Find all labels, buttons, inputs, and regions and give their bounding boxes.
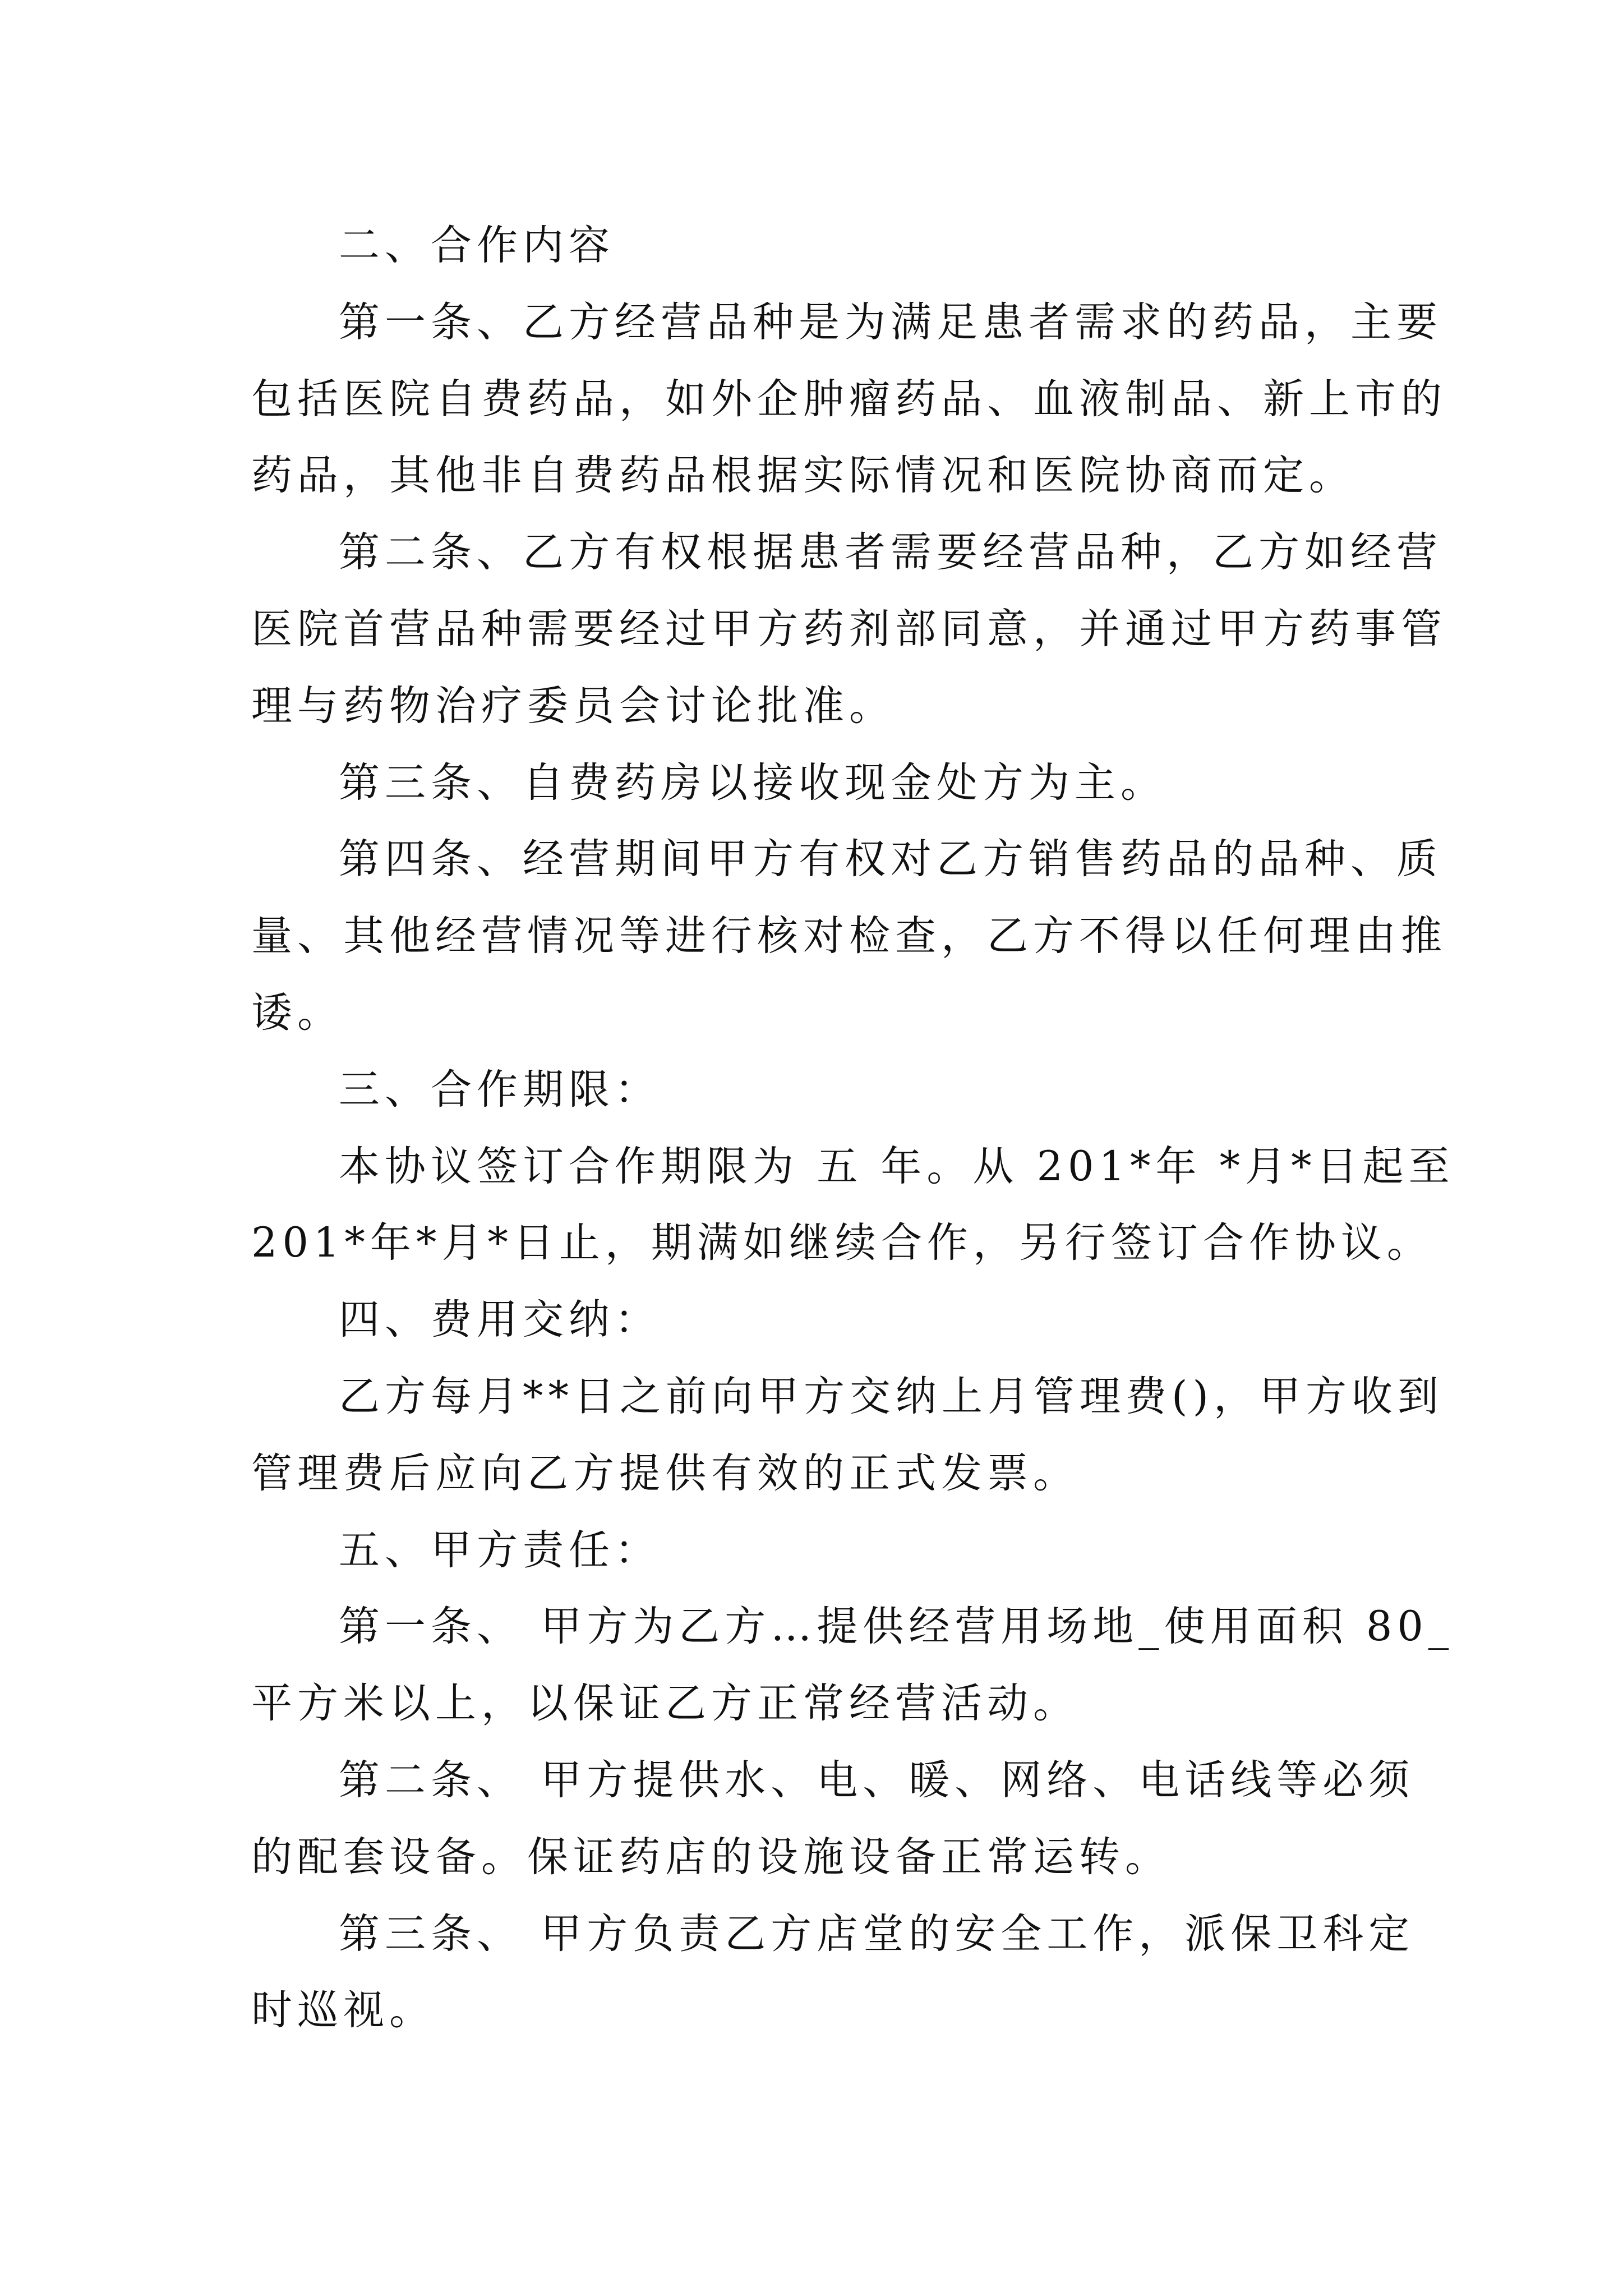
text-line: 五、甲方责任： <box>339 1526 661 1574</box>
text-line: 第三条、自费药房以接收现金处方为主。 <box>339 758 1166 807</box>
text-line: 药品，其他非自费药品根据实际情况和医院协商而定。 <box>251 452 1355 500</box>
text-line: 包括医院自费药品，如外企肿瘤药品、血液制品、新上市的 <box>251 375 1447 423</box>
text-line: 管理费后应向乙方提供有效的正式发票。 <box>251 1449 1079 1497</box>
text-line: 本协议签订合作期限为 五 年。从 201*年 *月*日起至 <box>339 1142 1455 1190</box>
text-line: 医院首营品种需要经过甲方药剂部同意，并通过甲方药事管 <box>251 605 1447 653</box>
text-line: 诿。 <box>251 988 343 1037</box>
text-line: 第一条、乙方经营品种是为满足患者需求的药品，主要 <box>339 298 1442 346</box>
text-line: 乙方每月**日之前向甲方交纳上月管理费()，甲方收到 <box>339 1372 1444 1420</box>
text-line: 第四条、经营期间甲方有权对乙方销售药品的品种、质 <box>339 835 1442 884</box>
text-line: 量、其他经营情况等进行核对检查，乙方不得以任何理由推 <box>251 912 1447 960</box>
text-line: 时巡视。 <box>251 1986 435 2035</box>
text-line: 第二条、乙方有权根据患者需要经营品种，乙方如经营 <box>339 528 1442 577</box>
text-line: 201*年*月*日止，期满如继续合作，另行签订合作协议。 <box>251 1219 1433 1267</box>
text-line: 四、费用交纳： <box>339 1296 661 1344</box>
document-body <box>251 208 1455 2049</box>
text-line: 理与药物治疗委员会讨论批准。 <box>251 682 895 730</box>
text-line: 平方米以上，以保证乙方正常经营活动。 <box>251 1680 1079 1728</box>
text-line: 三、合作期限： <box>339 1065 661 1114</box>
text-line: 第三条、 甲方负责乙方店堂的安全工作，派保卫科定 <box>339 1910 1415 1958</box>
text-line: 的配套设备。保证药店的设施设备正常运转。 <box>251 1833 1171 1881</box>
text-line: 第一条、 甲方为乙方…提供经营用场地_使用面积 80_ <box>339 1603 1454 1651</box>
text-line: 二、合作内容 <box>339 222 615 269</box>
text-line: 第二条、 甲方提供水、电、暖、网络、电话线等必须 <box>339 1756 1415 1804</box>
